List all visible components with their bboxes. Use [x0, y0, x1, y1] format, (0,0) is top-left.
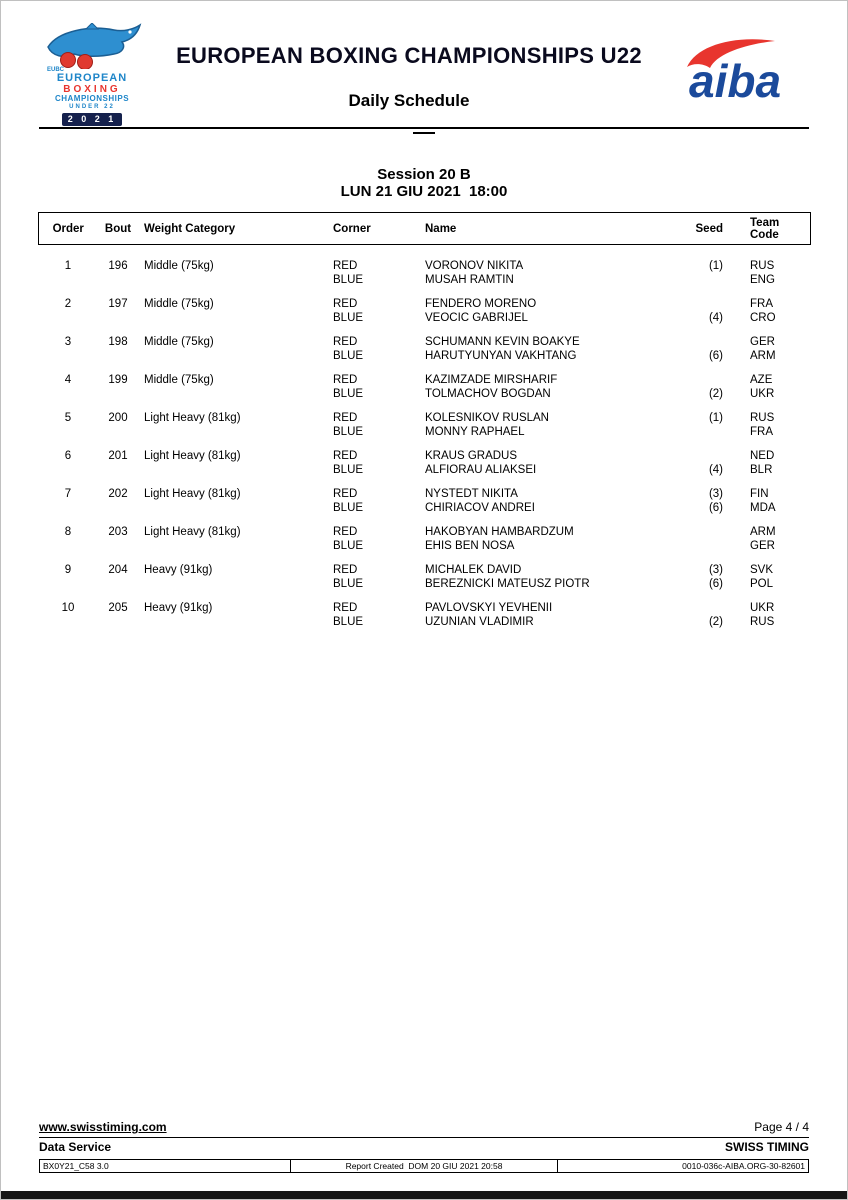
order-cell: 7 — [64, 488, 72, 500]
team-code-red: RUS — [750, 260, 775, 272]
seed-blue: (4) — [708, 464, 723, 476]
seed-red: (3) — [708, 488, 723, 500]
order-cell: 4 — [64, 374, 72, 386]
corner-label-blue: BLUE — [333, 350, 364, 362]
header-divider — [39, 127, 809, 129]
bout-number-cell: 199 — [108, 374, 128, 386]
seed-red — [688, 591, 735, 615]
weight-category-cell: Heavy (91kg) — [144, 564, 213, 576]
boxer-name-red: PAVLOVSKYI YEVHENII — [425, 602, 553, 614]
seed-blue: (2) — [708, 388, 723, 400]
bout-number-cell: 205 — [108, 602, 128, 614]
seed-blue: (6) — [708, 502, 723, 514]
page-number: Page 4 / 4 — [754, 1120, 809, 1134]
corner-label-blue: BLUE — [333, 312, 364, 324]
eubc-line-under22: UNDER 22 — [69, 103, 115, 110]
corner-label-red: RED — [333, 260, 358, 272]
eubc-logo-text — [33, 67, 151, 127]
swiss-timing-label: SWISS TIMING — [725, 1140, 809, 1154]
page-title: EUROPEAN BOXING CHAMPIONSHIPS U22 — [176, 43, 642, 68]
document-header — [1, 1, 847, 127]
seed-red: (1) — [708, 260, 723, 272]
bout-row — [38, 287, 810, 325]
weight-category-cell: Light Heavy (81kg) — [144, 450, 241, 462]
seed-red: (3) — [708, 564, 723, 576]
session-datetime: LUN 21 GIU 2021 18:00 — [340, 183, 508, 200]
bout-row — [38, 439, 810, 477]
boxer-name-blue: ALFIORAU ALIAKSEI — [425, 464, 537, 476]
order-cell: 1 — [64, 260, 72, 272]
header-team-line1: Team — [750, 216, 780, 229]
seed-red — [688, 439, 735, 463]
boxer-name-red: KAZIMZADE MIRSHARIF — [425, 374, 558, 386]
boxer-name-blue: MUSAH RAMTIN — [425, 274, 514, 286]
boxer-name-red: HAKOBYAN HAMBARDZUM — [425, 526, 574, 538]
order-cell: 8 — [64, 526, 72, 538]
eubc-line-boxing: BOXING — [63, 83, 121, 95]
bout-row — [38, 363, 810, 401]
corner-label-red: RED — [333, 564, 358, 576]
seed-red — [688, 325, 735, 349]
corner-label-blue: BLUE — [333, 616, 364, 628]
order-cell: 3 — [64, 336, 72, 348]
seed-blue: (4) — [708, 312, 723, 324]
corner-label-blue: BLUE — [333, 388, 364, 400]
order-cell: 5 — [64, 412, 72, 424]
boxer-name-blue: CHIRIACOV ANDREI — [425, 502, 535, 514]
corner-label-blue: BLUE — [333, 426, 364, 438]
corner-label-red: RED — [333, 526, 358, 538]
weight-category-cell: Heavy (91kg) — [144, 602, 213, 614]
team-code-blue: BLR — [750, 464, 773, 476]
bout-number-cell: 197 — [108, 298, 128, 310]
boxer-name-red: KRAUS GRADUS — [425, 450, 518, 462]
report-id: 0010-036c-AIBA.ORG-30-82601 — [682, 1161, 806, 1171]
order-cell: 10 — [61, 602, 75, 614]
boxer-name-blue: MONNY RAPHAEL — [425, 426, 525, 438]
order-cell: 6 — [64, 450, 72, 462]
seed-blue: (6) — [708, 350, 723, 362]
bout-number-cell: 204 — [108, 564, 128, 576]
header-titles — [161, 43, 657, 111]
footer-divider — [39, 1137, 809, 1138]
weight-category-cell: Middle (75kg) — [144, 260, 214, 272]
order-cell: 2 — [64, 298, 72, 310]
boxer-name-red: KOLESNIKOV RUSLAN — [425, 412, 549, 424]
corner-label-blue: BLUE — [333, 274, 364, 286]
seed-blue — [688, 273, 735, 287]
page-edge-bar — [1, 1191, 847, 1199]
table-header-row — [38, 213, 810, 245]
team-code-blue: CRO — [750, 312, 776, 324]
seed-red — [688, 363, 735, 387]
boxer-name-blue: BEREZNICKI MATEUSZ PIOTR — [425, 578, 590, 590]
eubc-shark-icon — [42, 23, 142, 69]
boxer-name-red: SCHUMANN KEVIN BOAKYE — [425, 336, 580, 348]
boxer-name-blue: EHIS BEN NOSA — [425, 540, 515, 552]
boxer-name-blue: HARUTYUNYAN VAKHTANG — [425, 350, 577, 362]
team-code-red: ARM — [750, 526, 776, 538]
seed-blue: (6) — [708, 578, 723, 590]
team-code-red: FIN — [750, 488, 769, 500]
eubc-org-label: EUBC — [47, 67, 65, 73]
corner-label-blue: BLUE — [333, 540, 364, 552]
team-code-blue: ENG — [750, 274, 775, 286]
weight-category-cell: Light Heavy (81kg) — [144, 488, 241, 500]
header-bout: Bout — [98, 213, 138, 245]
team-code-blue: UKR — [750, 388, 775, 400]
bout-row — [38, 515, 810, 553]
header-corner: Corner — [323, 213, 423, 245]
swisstiming-link[interactable]: www.swisstiming.com — [39, 1120, 167, 1134]
team-code-blue: GER — [750, 540, 775, 552]
bout-number-cell: 198 — [108, 336, 128, 348]
boxer-name-blue: UZUNIAN VLADIMIR — [425, 616, 534, 628]
header-seed: Seed — [688, 213, 735, 245]
header-team-line2: Code — [750, 228, 779, 241]
session-title: Session 20 B — [377, 166, 471, 183]
team-code-red: RUS — [750, 412, 775, 424]
corner-label-blue: BLUE — [333, 578, 364, 590]
report-code: BX0Y21_C58 3.0 — [43, 1161, 109, 1171]
weight-category-cell: Middle (75kg) — [144, 336, 214, 348]
order-cell: 9 — [64, 564, 72, 576]
boxer-name-red: NYSTEDT NIKITA — [425, 488, 518, 500]
eubc-line-championships: CHAMPIONSHIPS — [54, 94, 130, 104]
footer-mid-row — [39, 1140, 809, 1154]
seed-red: (1) — [708, 412, 723, 424]
schedule-table — [38, 212, 811, 629]
corner-label-red: RED — [333, 488, 358, 500]
corner-label-red: RED — [333, 298, 358, 310]
session-block — [1, 166, 847, 200]
team-code-red: FRA — [750, 298, 773, 310]
corner-label-blue: BLUE — [333, 502, 364, 514]
weight-category-cell: Light Heavy (81kg) — [144, 412, 241, 424]
header-weight-category: Weight Category — [138, 213, 323, 245]
bout-number-cell: 196 — [108, 260, 128, 272]
corner-label-red: RED — [333, 336, 358, 348]
boxer-name-red: FENDERO MORENO — [425, 298, 537, 310]
team-code-red: GER — [750, 336, 775, 348]
aiba-swoosh-icon — [675, 35, 813, 105]
document-footer — [39, 1120, 809, 1173]
eubc-logo — [33, 23, 151, 127]
bout-row — [38, 591, 810, 629]
team-code-blue: MDA — [750, 502, 776, 514]
team-code-red: SVK — [750, 564, 774, 576]
bout-row — [38, 325, 810, 363]
corner-label-red: RED — [333, 374, 358, 386]
aiba-logo — [675, 35, 813, 110]
bout-row — [38, 245, 810, 288]
weight-category-cell: Middle (75kg) — [144, 374, 214, 386]
header-team-code — [735, 213, 810, 245]
report-info-bar — [39, 1159, 809, 1173]
bout-number-cell: 202 — [108, 488, 128, 500]
team-code-red: AZE — [750, 374, 773, 386]
bout-number-cell: 200 — [108, 412, 128, 424]
header-divider-tick — [413, 132, 435, 134]
corner-label-red: RED — [333, 412, 358, 424]
bout-row — [38, 553, 810, 591]
weight-category-cell: Middle (75kg) — [144, 298, 214, 310]
boxer-name-blue: TOLMACHOV BOGDAN — [425, 388, 551, 400]
boxer-name-blue: VEOCIC GABRIJEL — [425, 312, 528, 324]
team-code-red: NED — [750, 450, 775, 462]
team-code-blue: RUS — [750, 616, 775, 628]
seed-blue — [688, 539, 735, 553]
aiba-logo-text: aiba — [689, 55, 782, 105]
corner-label-red: RED — [333, 450, 358, 462]
boxer-name-red: VORONOV NIKITA — [425, 260, 524, 272]
bout-number-cell: 203 — [108, 526, 128, 538]
seed-red — [688, 515, 735, 539]
boxer-name-red: MICHALEK DAVID — [425, 564, 522, 576]
eubc-year-badge: 2 0 2 1 — [62, 113, 123, 126]
team-code-blue: FRA — [750, 426, 773, 438]
header-order: Order — [38, 213, 98, 245]
seed-blue: (2) — [708, 616, 723, 628]
team-code-red: UKR — [750, 602, 775, 614]
header-name: Name — [423, 213, 688, 245]
team-code-blue: POL — [750, 578, 774, 590]
data-service-label: Data Service — [39, 1140, 112, 1154]
bout-number-cell: 201 — [108, 450, 128, 462]
corner-label-red: RED — [333, 602, 358, 614]
eubc-line-european: EUROPEAN — [56, 72, 128, 85]
footer-top-row — [39, 1120, 809, 1134]
bout-row — [38, 477, 810, 515]
page-subtitle: Daily Schedule — [348, 91, 470, 110]
team-code-blue: ARM — [750, 350, 776, 362]
seed-blue — [688, 425, 735, 439]
seed-red — [688, 287, 735, 311]
corner-label-blue: BLUE — [333, 464, 364, 476]
report-created: Report Created DOM 20 GIU 2021 20:58 — [290, 1160, 558, 1172]
weight-category-cell: Light Heavy (81kg) — [144, 526, 241, 538]
bout-row — [38, 401, 810, 439]
